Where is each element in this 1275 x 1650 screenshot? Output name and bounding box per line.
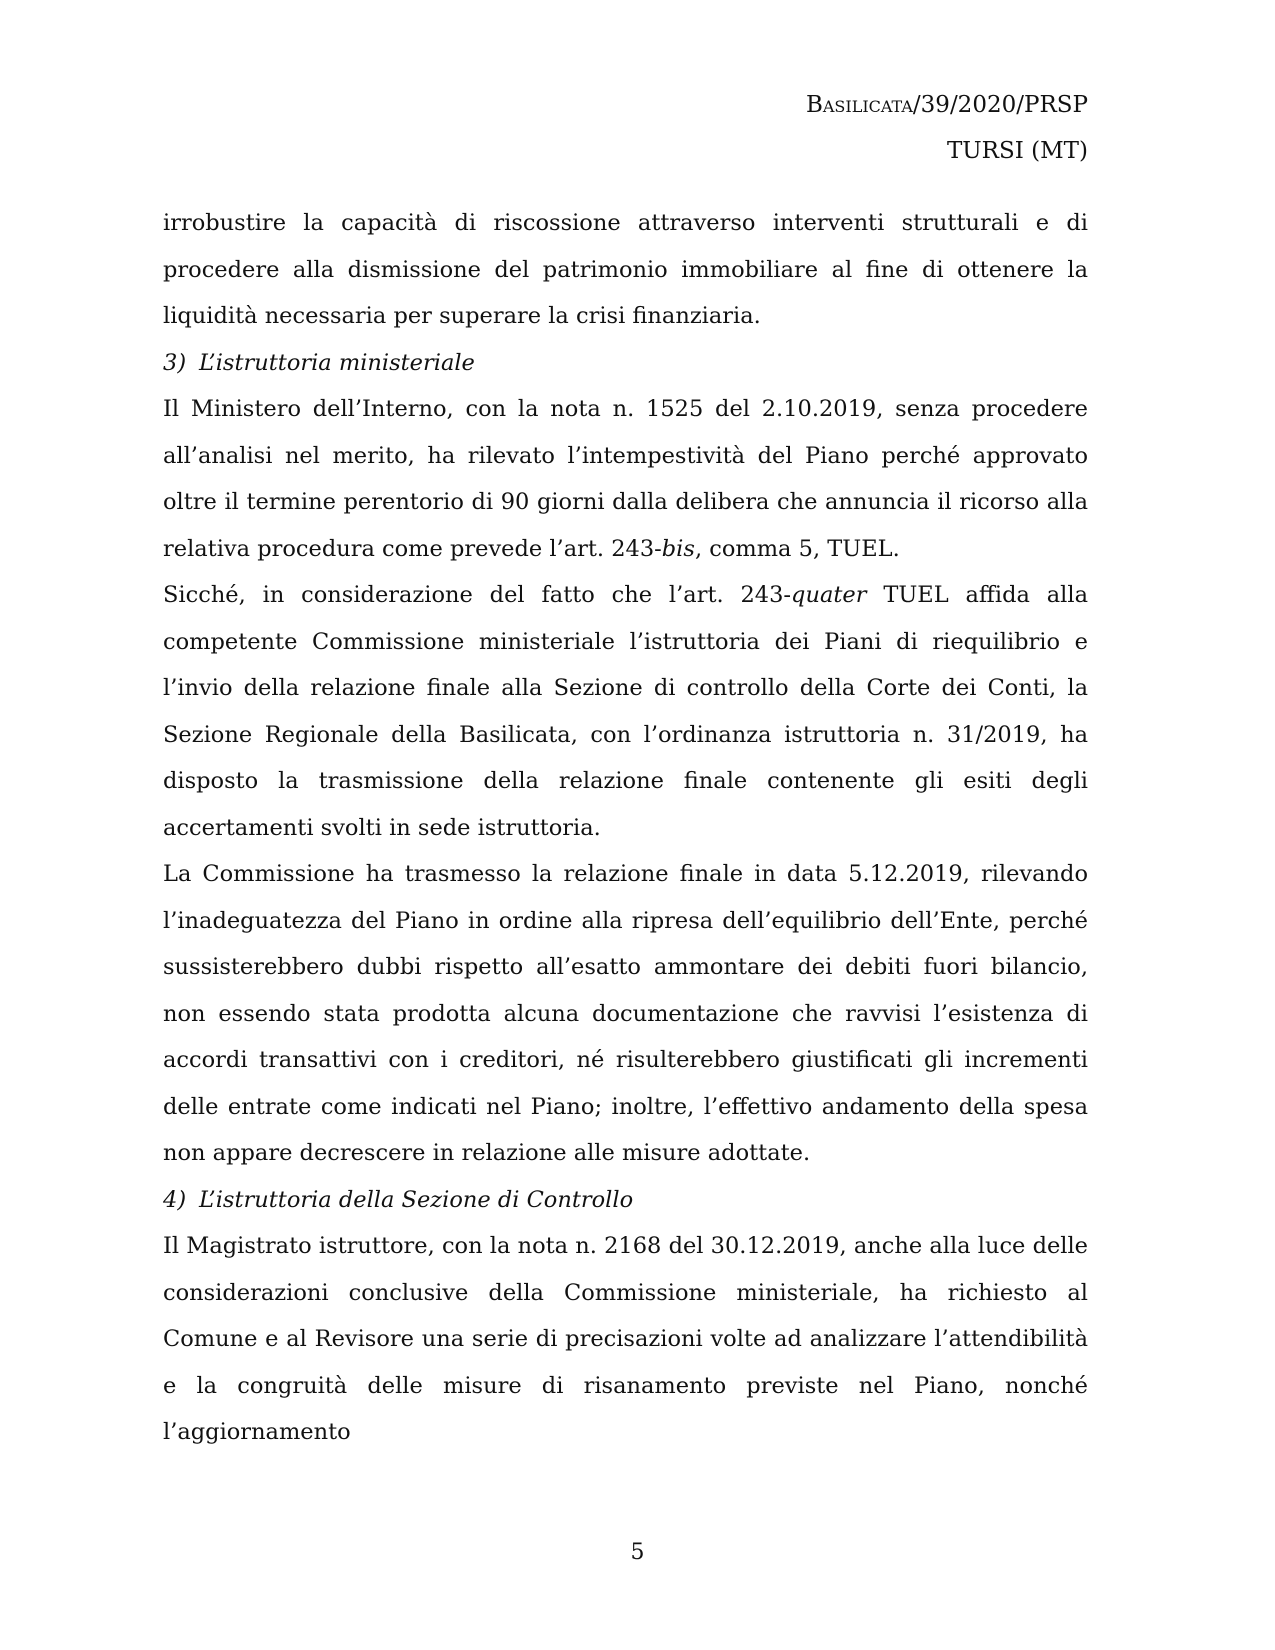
italic-text: quater (791, 582, 867, 608)
section-heading-4 (163, 1177, 1088, 1224)
text-run: Il Ministero dell’Interno, con la nota n. 1525 del 2.10.2019, senza procedere all’analisi nel merito, ha rilevato l’intempestività del Piano perché approvato oltre il termine perentorio di 90 giorni dalla delibera che annuncia il ricorso alla relativa procedura come prevede l’art. 243- (163, 396, 1088, 562)
section-number: 4) (163, 1186, 187, 1213)
italic-text: bis (661, 535, 695, 562)
paragraph-final-report: La Commissione ha trasmesso la relazione finale in data 5.12.2019, rilevando l’inadeguatezza del Piano in ordine alla ripresa dell’equilibrio dell’Ente, perché sussisterebbero dubbi rispetto all’esatto ammontare dei debiti fuori bilancio, non essendo stata prodotta alcuna documentazione che ravvisi l’esistenza di accordi transattivi con i creditori, né risulterebbero giustificati gli incrementi delle entrate come indicati nel Piano; inoltre, l’effettivo andamento della spesa non appare decrescere in relazione alle misure adottate. (163, 861, 1088, 1166)
document-header (806, 82, 1088, 174)
paragraph-continuation: irrobustire la capacità di riscossione attraverso interventi strutturali e di procedere alla dismissione del patrimonio immobiliare al fine di ottenere la liquidità necessaria per superare la crisi finanziaria. (163, 210, 1088, 329)
page-number: 5 (630, 1540, 645, 1565)
text-run: TUEL affida alla competente Commissione ministeriale l’istruttoria dei Piani di riequilibrio e l’invio della relazione finale alla Sezione di controllo della Corte dei Conti, la Sezione Regionale della Basilicata, con l’ordinanza istruttoria n. 31/2019, ha disposto la trasmissione della relazione finale contenente gli esiti degli accertamenti svolti in sede istruttoria. (163, 582, 1088, 841)
section-number: 3) (163, 349, 187, 376)
paragraph-ministry (163, 386, 1088, 572)
section-heading-3 (163, 340, 1088, 387)
paragraph-magistrate: Il Magistrato istruttore, con la nota n. 2168 del 30.12.2019, anche alla luce delle considerazioni conclusive della Commissione ministeriale, ha richiesto al Comune e al Revisore una serie di precisazioni volte ad analizzare l’attendibilità e la congruità delle misure di risanamento previste nel Piano, nonché l’aggiornamento (163, 1233, 1088, 1445)
section-title: L’istruttoria ministeriale (199, 349, 475, 376)
text-run: , comma 5, TUEL. (694, 535, 900, 562)
section-title: L’istruttoria della Sezione di Controllo (199, 1186, 634, 1213)
paragraph-commission (163, 572, 1088, 851)
case-reference-region: Basilicata (805, 92, 913, 118)
municipality-name: TURSI (MT) (946, 138, 1088, 164)
text-run: Sicché, in considerazione del fatto che l’art. 243- (163, 582, 792, 608)
case-reference (806, 82, 1088, 128)
document-body (163, 200, 1088, 1456)
case-reference-number: /39/2020/PRSP (912, 92, 1088, 118)
